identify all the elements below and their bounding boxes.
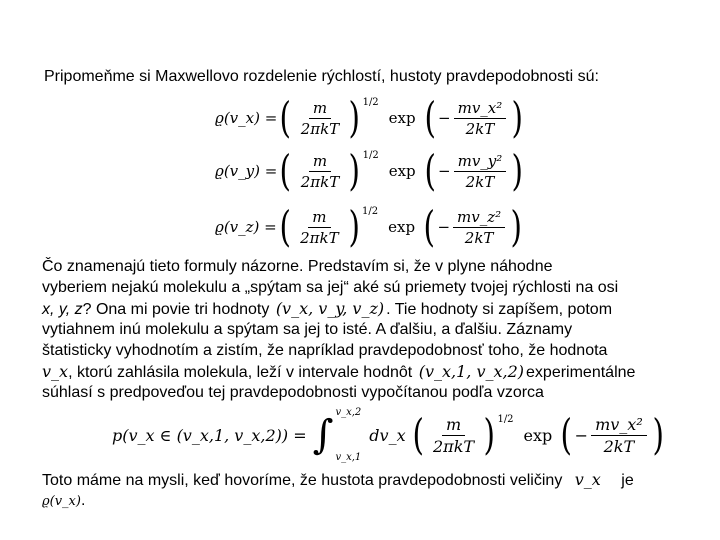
closing-line <box>42 470 634 492</box>
integral-minus: − <box>574 425 589 445</box>
integral-exponent: 1/2 <box>497 413 514 425</box>
formula-numerator: m <box>308 208 330 228</box>
formula-numerator: m <box>309 152 331 172</box>
formula-exponent: 1/2 <box>362 149 379 161</box>
formula-denominator: 2πkT <box>300 228 339 247</box>
integral-upper: v_x,2 <box>335 407 362 418</box>
formula-exp-denominator: 2kT <box>465 119 495 138</box>
formula-minus: − <box>438 109 451 127</box>
formula-minus: − <box>437 218 451 236</box>
formula-exp-numerator: mv_z² <box>453 208 505 228</box>
paragraph-text: , ktorú zahlásila molekula, leží v intervale hodnôt <box>68 364 413 381</box>
formula-lhs: ϱ(v_x) = <box>215 109 278 127</box>
paragraph-line: štatisticky vyhodnotím a zistím, že napríklad pravdepodobnosť toho, že hodnota <box>42 342 608 359</box>
closing-period: . <box>80 492 86 509</box>
formula-exp-denominator: 2kT <box>465 172 495 191</box>
paragraph-line: vyberiem nejakú molekulu a „spýtam sa jej“ aké sú priemety tvojej rýchlosti na osi <box>42 279 619 296</box>
integral-lhs: p(v_x ∈ (v_x,1, v_x,2)) = <box>112 425 307 445</box>
formula-exp: exp <box>388 162 416 180</box>
paragraph-line: vytiahnem inú molekulu a spýtam sa jej to isté. A ďalšiu, a ďalšiu. Záznamy <box>42 321 573 338</box>
axes-label: x, y, z <box>42 301 83 318</box>
formula-exponent: 1/2 <box>362 205 379 217</box>
paragraph-text: . Tie hodnoty si zapíšem, potom <box>386 301 613 318</box>
integral-limits <box>335 407 361 463</box>
integral-exp: exp <box>523 425 553 445</box>
paragraph-line: súhlasí s predpoveďou tej pravdepodobnosti vypočítanou podľa vzorca <box>42 384 544 401</box>
closing-je: je <box>621 472 634 489</box>
integral-dv: dv_x <box>369 425 406 445</box>
formula-exp: exp <box>388 218 416 236</box>
formula-rho-vx: ϱ(v_x) = ( $\frac{m}{\text{2πkT}}$ ) $^{1/2}$ exp ( − $\frac{\text{mv\_x²}}{2kT}$ ) <box>215 93 524 142</box>
paragraph-text: ? Ona mi povie tri hodnoty <box>82 301 270 318</box>
formula-denominator: 2πkT <box>300 119 340 138</box>
velocity-triple: (v_x, v_y, v_z) <box>275 299 385 318</box>
closing-line-2 <box>42 491 85 513</box>
vx-symbol: v_x <box>574 470 601 489</box>
paragraph-line <box>42 299 612 321</box>
integral-exp-denominator: 2kT <box>603 436 635 456</box>
formula-exp: exp <box>388 109 416 127</box>
rho-vx-symbol: ϱ(v_x) <box>42 494 81 509</box>
formula-exp-numerator: mv_x² <box>454 99 507 119</box>
formula-exp-denominator: 2kT <box>464 228 494 247</box>
integral-denominator: 2πkT <box>433 436 475 456</box>
formula-numerator: m <box>309 99 331 119</box>
interval-symbol: (v_x,1, v_x,2) <box>418 362 525 381</box>
integral-formula: p(v_x ∈ (v_x,1, v_x,2)) = ∫ v_x,2 v_x,1 dv_x ( $\frac{m}{\text{2πkT}}$ ) $^{1/2}$ exp ( − $\frac{\text{mv\_x²}}{2kT}$ ) <box>112 407 664 463</box>
formula-minus: − <box>438 162 451 180</box>
paragraph-line: Čo znamenajú tieto formuly názorne. Predstavím si, že v plyne náhodne <box>42 258 553 275</box>
formula-exp-numerator: mv_y² <box>454 152 507 172</box>
integral-numerator: m <box>442 415 465 436</box>
formula-rho-vy: ϱ(v_y) = ( $\frac{m}{\text{2πkT}}$ ) $^{1/2}$ exp ( − $\frac{\text{mv\_y²}}{2kT}$ ) <box>215 146 524 195</box>
intro-text: Pripomeňme si Maxwellovo rozdelenie rýchlostí, hustoty pravdepodobnosti sú: <box>44 68 599 85</box>
integral-block <box>313 407 362 463</box>
integral-lower: v_x,1 <box>335 452 362 463</box>
formula-denominator: 2πkT <box>300 172 340 191</box>
paragraph-text: experimentálne <box>526 364 636 381</box>
vx-symbol: v_x <box>42 362 69 381</box>
integral-sign: ∫ <box>312 412 334 458</box>
closing-text: Toto máme na mysli, keď hovoríme, že hustota pravdepodobnosti veličiny <box>42 472 563 489</box>
integral-exp-numerator: mv_x² <box>591 415 647 436</box>
formula-lhs: ϱ(v_y) = <box>215 162 278 180</box>
formula-exponent: 1/2 <box>362 96 379 108</box>
paragraph-line <box>42 362 635 384</box>
formula-rho-vz: ϱ(v_z) = ( $\frac{m}{\text{2πkT}}$ ) $^{1/2}$ exp ( − $\frac{\text{mv\_z²}}{2kT}$ ) <box>215 202 523 251</box>
formula-lhs: ϱ(v_z) = <box>215 218 277 236</box>
